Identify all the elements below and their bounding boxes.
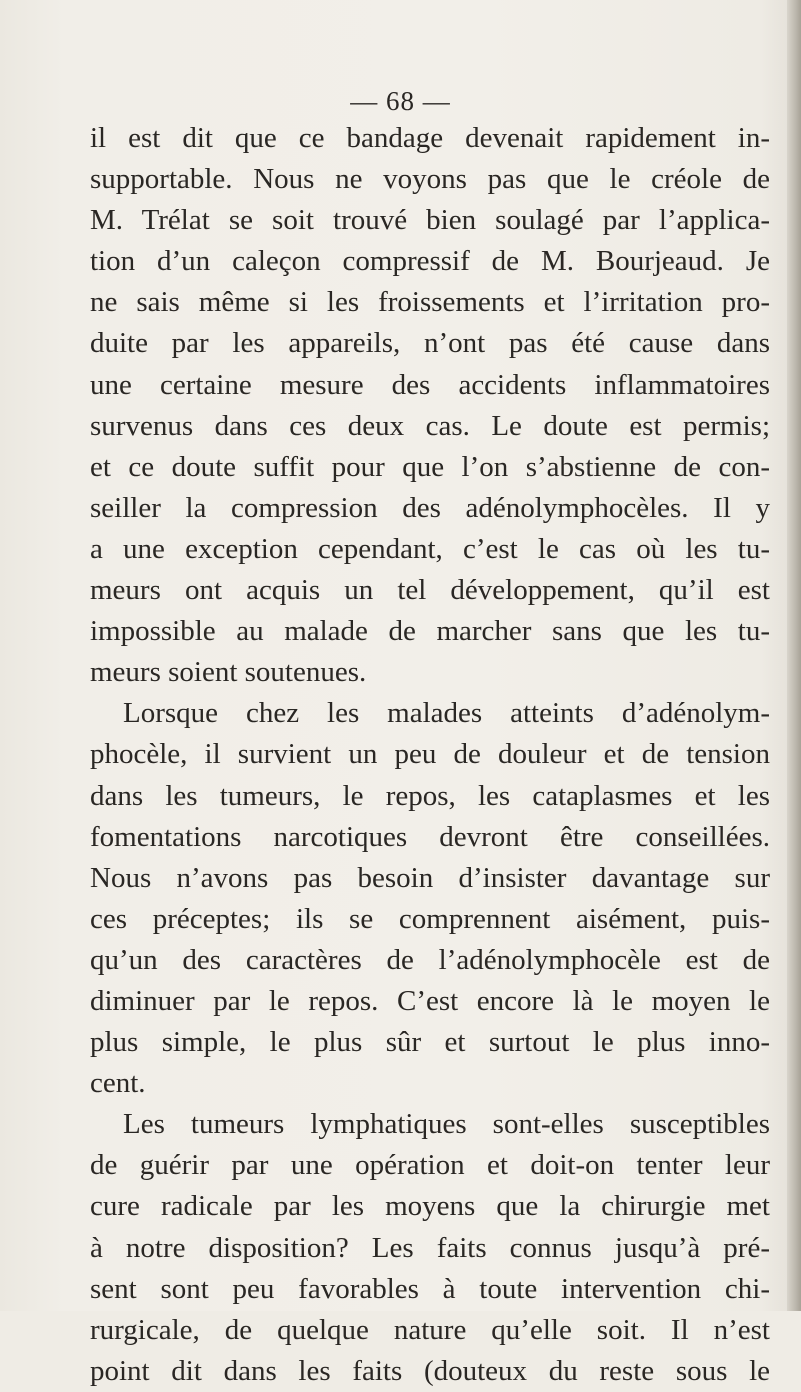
text-line: de guérir par une opération et doit-on tenter leur <box>90 1149 770 1182</box>
text-line: ne sais même si les froissements et l’irritation pro- <box>90 286 770 319</box>
text-line: dans les tumeurs, le repos, les cataplasmes et les <box>90 779 770 812</box>
text-line: phocèle, il survient un peu de douleur et de tension <box>90 738 770 771</box>
text-line: point dit dans les faits (douteux du reste sous le <box>90 1354 770 1387</box>
text-line: M. Trélat se soit trouvé bien soulagé par l’applica- <box>90 204 770 237</box>
text-line: diminuer par le repos. C’est encore là le moyen le <box>90 984 770 1017</box>
text-line: il est dit que ce bandage devenait rapidement in- <box>90 122 770 154</box>
text-line: a une exception cependant, c’est le cas où les tu- <box>90 532 770 565</box>
text-line: cent. <box>90 1067 146 1100</box>
text-line: à notre disposition? Les faits connus jusqu’à pré- <box>90 1231 770 1264</box>
text-line: sent sont peu favorables à toute intervention chi- <box>90 1272 770 1305</box>
text-line: impossible au malade de marcher sans que les tu- <box>90 615 770 648</box>
text-line: supportable. Nous ne voyons pas que le créole de <box>90 163 770 196</box>
text-line: meurs ont acquis un tel développement, qu’il est <box>90 574 770 607</box>
text-line: ces préceptes; ils se comprennent aisément, puis- <box>90 902 770 935</box>
text-line: cure radicale par les moyens que la chirurgie met <box>90 1190 770 1223</box>
text-line: meurs soient soutenues. <box>90 656 367 689</box>
body-text <box>90 118 770 1392</box>
text-line: rurgicale, de quelque nature qu’elle soit. Il n’est <box>90 1313 770 1346</box>
page-edge-shadow <box>787 0 801 1311</box>
text-line: plus simple, le plus sûr et surtout le plus inno- <box>90 1026 770 1059</box>
text-line: Nous n’avons pas besoin d’insister davantage sur <box>90 861 770 894</box>
text-line: seiller la compression des adénolymphocèles. Il y <box>90 491 770 524</box>
paragraph-start-line: Lorsque chez les malades atteints d’adénolym- <box>123 697 770 730</box>
text-line: une certaine mesure des accidents inflammatoires <box>90 368 770 401</box>
page-number: — 68 — <box>350 86 451 116</box>
text-line: duite par les appareils, n’ont pas été cause dans <box>90 327 770 360</box>
text-line: fomentations narcotiques devront être conseillées. <box>90 820 770 853</box>
text-line: survenus dans ces deux cas. Le doute est permis; <box>90 409 770 442</box>
paragraph-start-line: Les tumeurs lymphatiques sont-elles susceptibles <box>123 1108 770 1141</box>
text-line: qu’un des caractères de l’adénolymphocèle est de <box>90 943 770 976</box>
text-line: et ce doute suffit pour que l’on s’abstienne de con- <box>90 450 770 483</box>
text-line: tion d’un caleçon compressif de M. Bourjeaud. Je <box>90 245 770 278</box>
